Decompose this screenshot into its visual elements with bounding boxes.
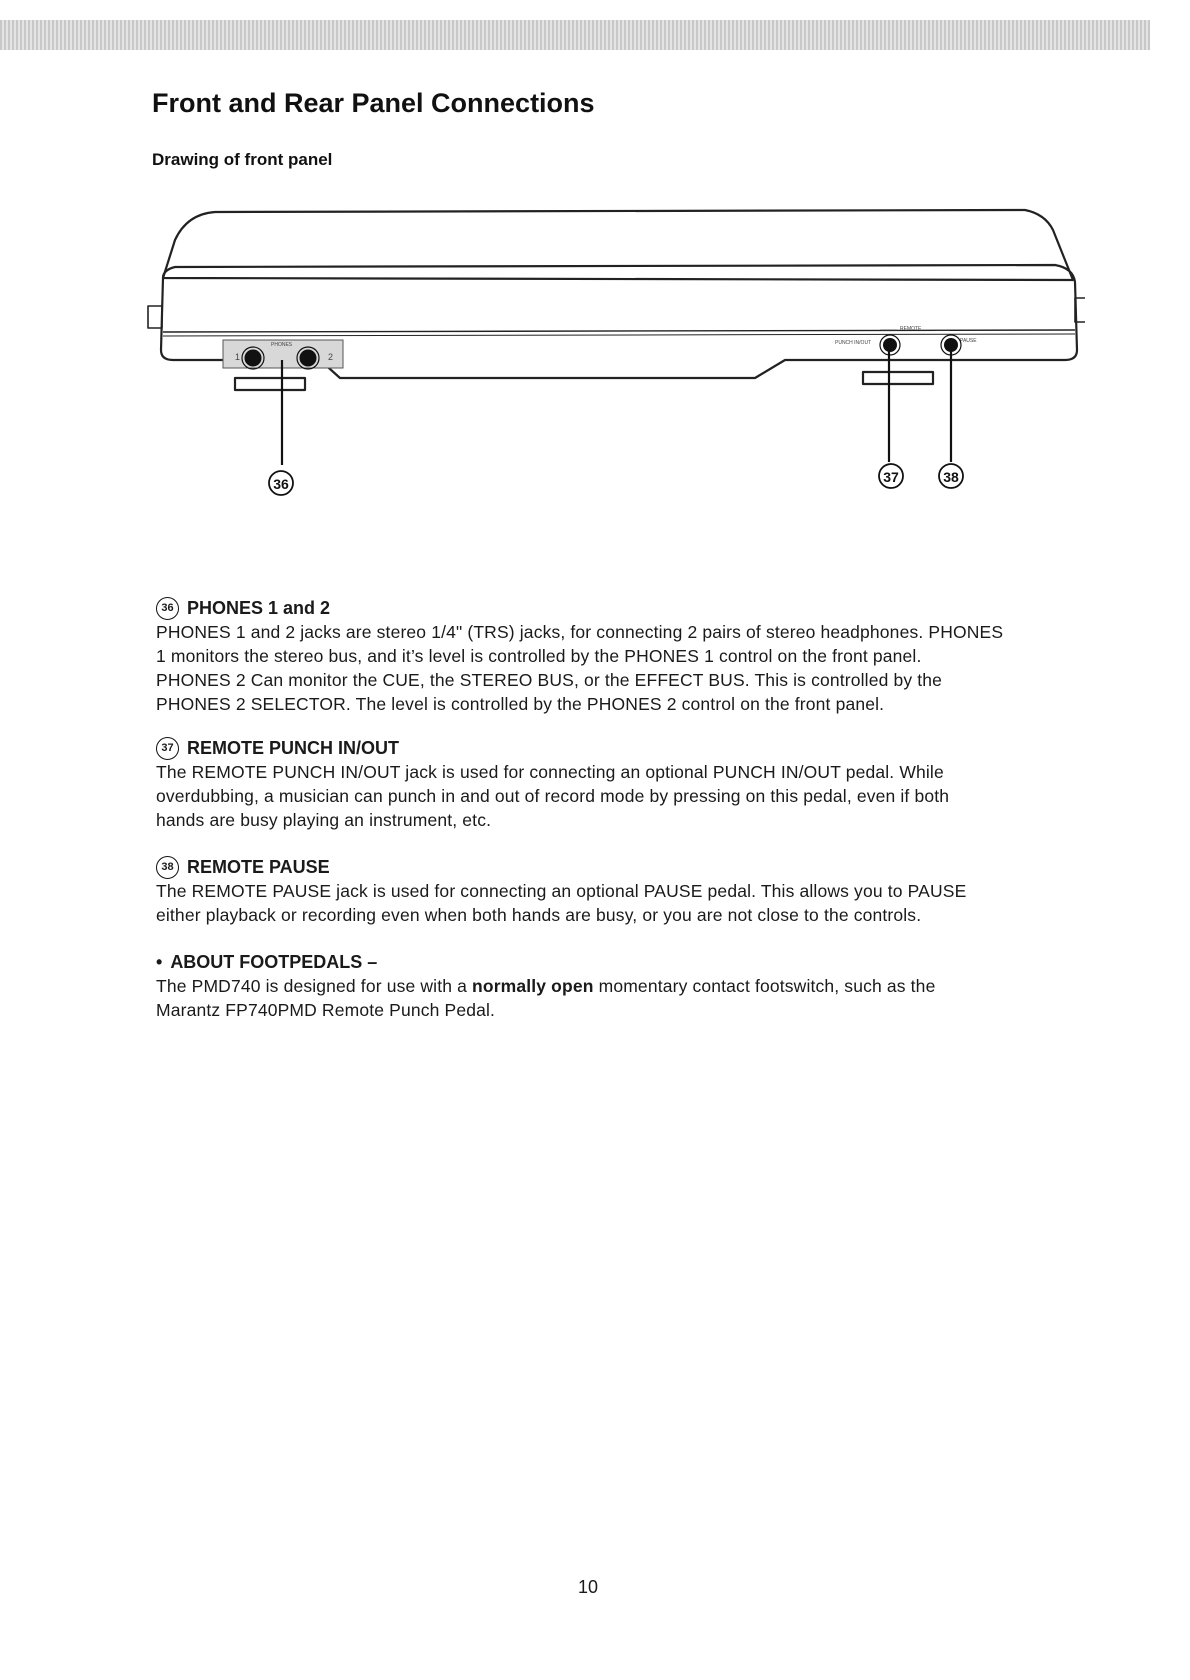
pause-label: PAUSE <box>960 338 977 344</box>
punch-jack <box>883 338 897 352</box>
bullet-icon: • <box>156 952 163 972</box>
phones-panel-label: PHONES <box>271 342 293 348</box>
body-line: hands are busy playing an instrument, etc. <box>156 810 492 830</box>
phones-jack-2 <box>300 350 316 366</box>
body-text: momentary contact footswitch, such as the <box>598 976 936 996</box>
body-line: PHONES 2 Can monitor the CUE, the STEREO BUS, or the EFFECT BUS. This is controlled by the <box>156 670 943 690</box>
body-line: The REMOTE PUNCH IN/OUT jack is used for connecting an optional PUNCH IN/OUT pedal. While <box>156 762 944 782</box>
svg-text:37: 37 <box>883 469 899 485</box>
left-foot <box>235 378 305 390</box>
body-line: PHONES 2 SELECTOR. The level is controlled by the PHONES 2 control on the front panel. <box>156 694 885 714</box>
pause-jack <box>944 338 958 352</box>
remote-label: REMOTE <box>900 326 922 332</box>
svg-text:38: 38 <box>943 469 959 485</box>
heading-text: REMOTE PUNCH IN/OUT <box>187 738 400 758</box>
section-remote-punch <box>156 736 1078 832</box>
drawing-caption: Drawing of front panel <box>152 150 333 169</box>
page-number: 10 <box>578 1577 599 1597</box>
callout-38 <box>939 464 963 488</box>
jack1-label: 1 <box>235 352 241 362</box>
svg-text:36: 36 <box>273 476 289 492</box>
body-line: 1 monitors the stereo bus, and it’s level is controlled by the PHONES 1 control on the front panel. <box>156 646 922 666</box>
page-title: Front and Rear Panel Connections <box>152 88 595 118</box>
section-heading <box>156 736 1078 760</box>
header-band <box>0 20 1150 50</box>
right-foot <box>863 372 933 384</box>
front-panel-drawing <box>145 200 1085 540</box>
number-badge: 36 <box>156 597 179 620</box>
callout-36 <box>269 471 293 495</box>
section-heading <box>156 950 1078 974</box>
section-heading <box>156 596 1078 620</box>
number-badge: 38 <box>156 856 179 879</box>
punch-label: PUNCH IN/OUT <box>835 340 872 346</box>
heading-text: REMOTE PAUSE <box>187 857 330 877</box>
phones-jack-1 <box>245 350 261 366</box>
body-line: The REMOTE PAUSE jack is used for connecting an optional PAUSE pedal. This allows you to PAUSE <box>156 881 967 901</box>
section-phones <box>156 596 1078 716</box>
jack2-label: 2 <box>328 352 334 362</box>
section-heading <box>156 855 1078 879</box>
body-line: PHONES 1 and 2 jacks are stereo 1/4" (TRS) jacks, for connecting 2 pairs of stereo headphones. PHONES <box>156 622 1004 642</box>
body-line: overdubbing, a musician can punch in and out of record mode by pressing on this pedal, even if both <box>156 786 950 806</box>
body-line: either playback or recording even when both hands are busy, or you are not close to the controls. <box>156 905 922 925</box>
number-badge: 37 <box>156 737 179 760</box>
emphasis-text: normally open <box>472 976 594 996</box>
heading-text: PHONES 1 and 2 <box>187 598 331 618</box>
section-about-footpedals <box>156 950 1078 1022</box>
device-lid <box>163 210 1073 280</box>
body-line: Marantz FP740PMD Remote Punch Pedal. <box>156 1000 496 1020</box>
section-remote-pause <box>156 855 1078 927</box>
left-side-connector <box>148 306 162 328</box>
body-text: The PMD740 is designed for use with a <box>156 976 467 996</box>
callout-37 <box>879 464 903 488</box>
body-line <box>156 974 1078 998</box>
heading-text: ABOUT FOOTPEDALS – <box>170 952 378 972</box>
